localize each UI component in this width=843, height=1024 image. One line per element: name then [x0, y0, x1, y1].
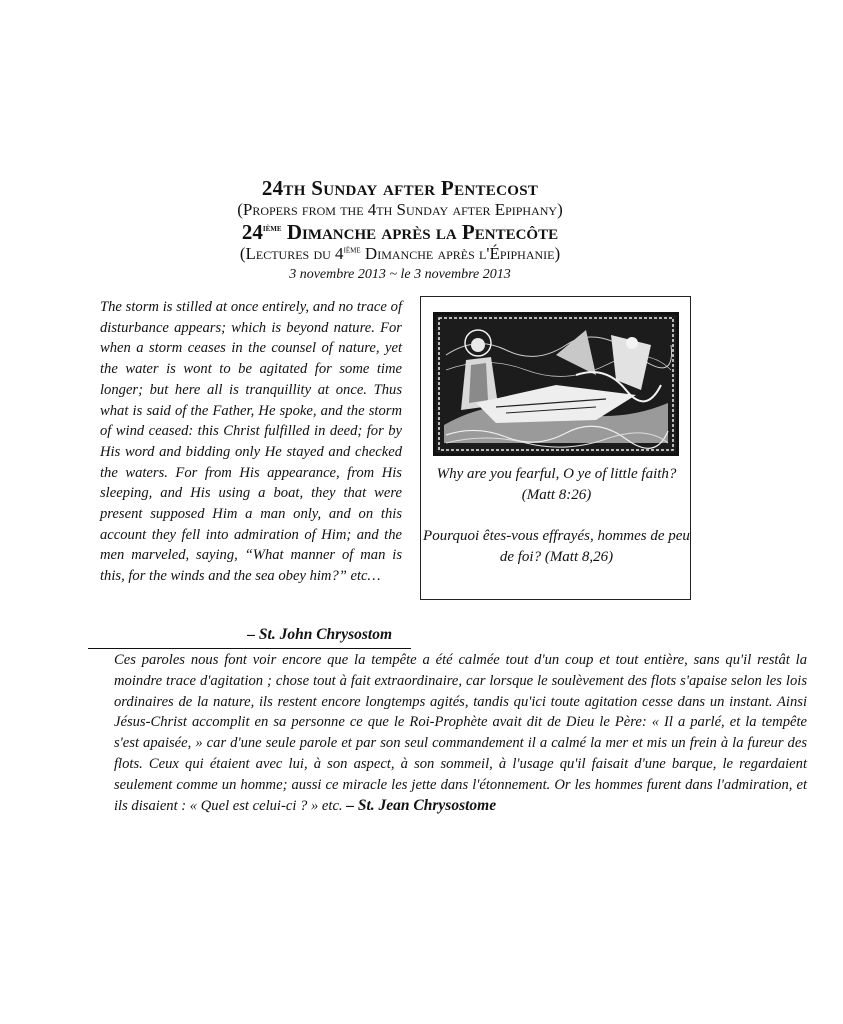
- english-signature: – St. John Chrysostom: [247, 626, 392, 643]
- title-french-rest: Dimanche après la Pentecôte: [281, 220, 559, 244]
- christ-calming-storm-illustration: [433, 312, 679, 456]
- section-divider: [88, 648, 411, 649]
- subtitle-french-pre: (Lectures du 4: [239, 244, 344, 263]
- subtitle-french-rest: Dimanche après l'Épiphanie): [360, 244, 561, 263]
- figure-box: [420, 296, 691, 600]
- page-header: [0, 176, 800, 285]
- subtitle-english: (Propers from the 4th Sunday after Epiphany): [237, 200, 563, 219]
- french-commentary: [114, 650, 807, 816]
- woodcut-artwork: [436, 315, 676, 453]
- caption-french: Pourquoi êtes-vous effrayés, hommes de peu de foi? (Matt 8,26): [423, 528, 690, 565]
- subtitle-french-superscript: ième: [343, 244, 361, 256]
- caption-english: Why are you fearful, O ye of little faith? (Matt 8:26): [436, 466, 677, 503]
- date-line: 3 novembre 2013 ~ le 3 novembre 2013: [289, 267, 511, 282]
- subtitle-french: [0, 244, 800, 264]
- title-english: 24th Sunday after Pentecost: [261, 176, 539, 200]
- title-french: [0, 220, 800, 244]
- title-french-number: 24: [241, 220, 263, 244]
- french-signature: – St. Jean Chrysostome: [346, 796, 497, 814]
- french-commentary-text: Ces paroles nous font voir encore que la tempête a été calmée tout d'un coup et tout entière, sans qu'il restât la moindre trace d'agitation ; chose tout à fait extraordinaire, car lorsque le soulèvement des flots s'apaise selon les lois ordinaires de la nature, ils restent encore longtemps agités, tandis qu'ici toute agitation cesse dans un instant. Ainsi Jésus-Christ accomplit en sa personne ce que le Roi-Prophète avait dit de Dieu le Père: « Il a parlé, et la tempête s'est apaisée, » car d'une seule parole et par son seul commandement il a calmé la mer et mis un frein à la fureur des flots. Ceux qui étaient avec lui, à son aspect, à son sommeil, à l'usage qu'il faisait d'une barque, le regardaient seulement comme un homme; aussi ce miracle les jette dans l'étonnement. Or les hommes furent dans l'admiration, et ils disaient : « Quel est celui-ci ? » etc.: [114, 652, 807, 814]
- english-commentary: The storm is stilled at once entirely, and no trace of disturbance appears; which is beyond nature. For when a storm ceases in the counsel of nature, yet the water is wont to be agitated for some time longer; but here all is tranquillity at once. Thus what is said of the Father, He spoke, and the storm of wind ceased: this Christ fulfilled in deed; for by His word and bidding only He stayed and checked the waters. For from His appearance, from His sleeping, and His using a boat, they that were present supposed Him a man only, and on this account they fell into admiration of Him; and the men marveled, saying, “What manner of man is this, for the winds and the sea obey him?” etc…: [100, 299, 402, 585]
- title-french-superscript: ième: [262, 223, 282, 234]
